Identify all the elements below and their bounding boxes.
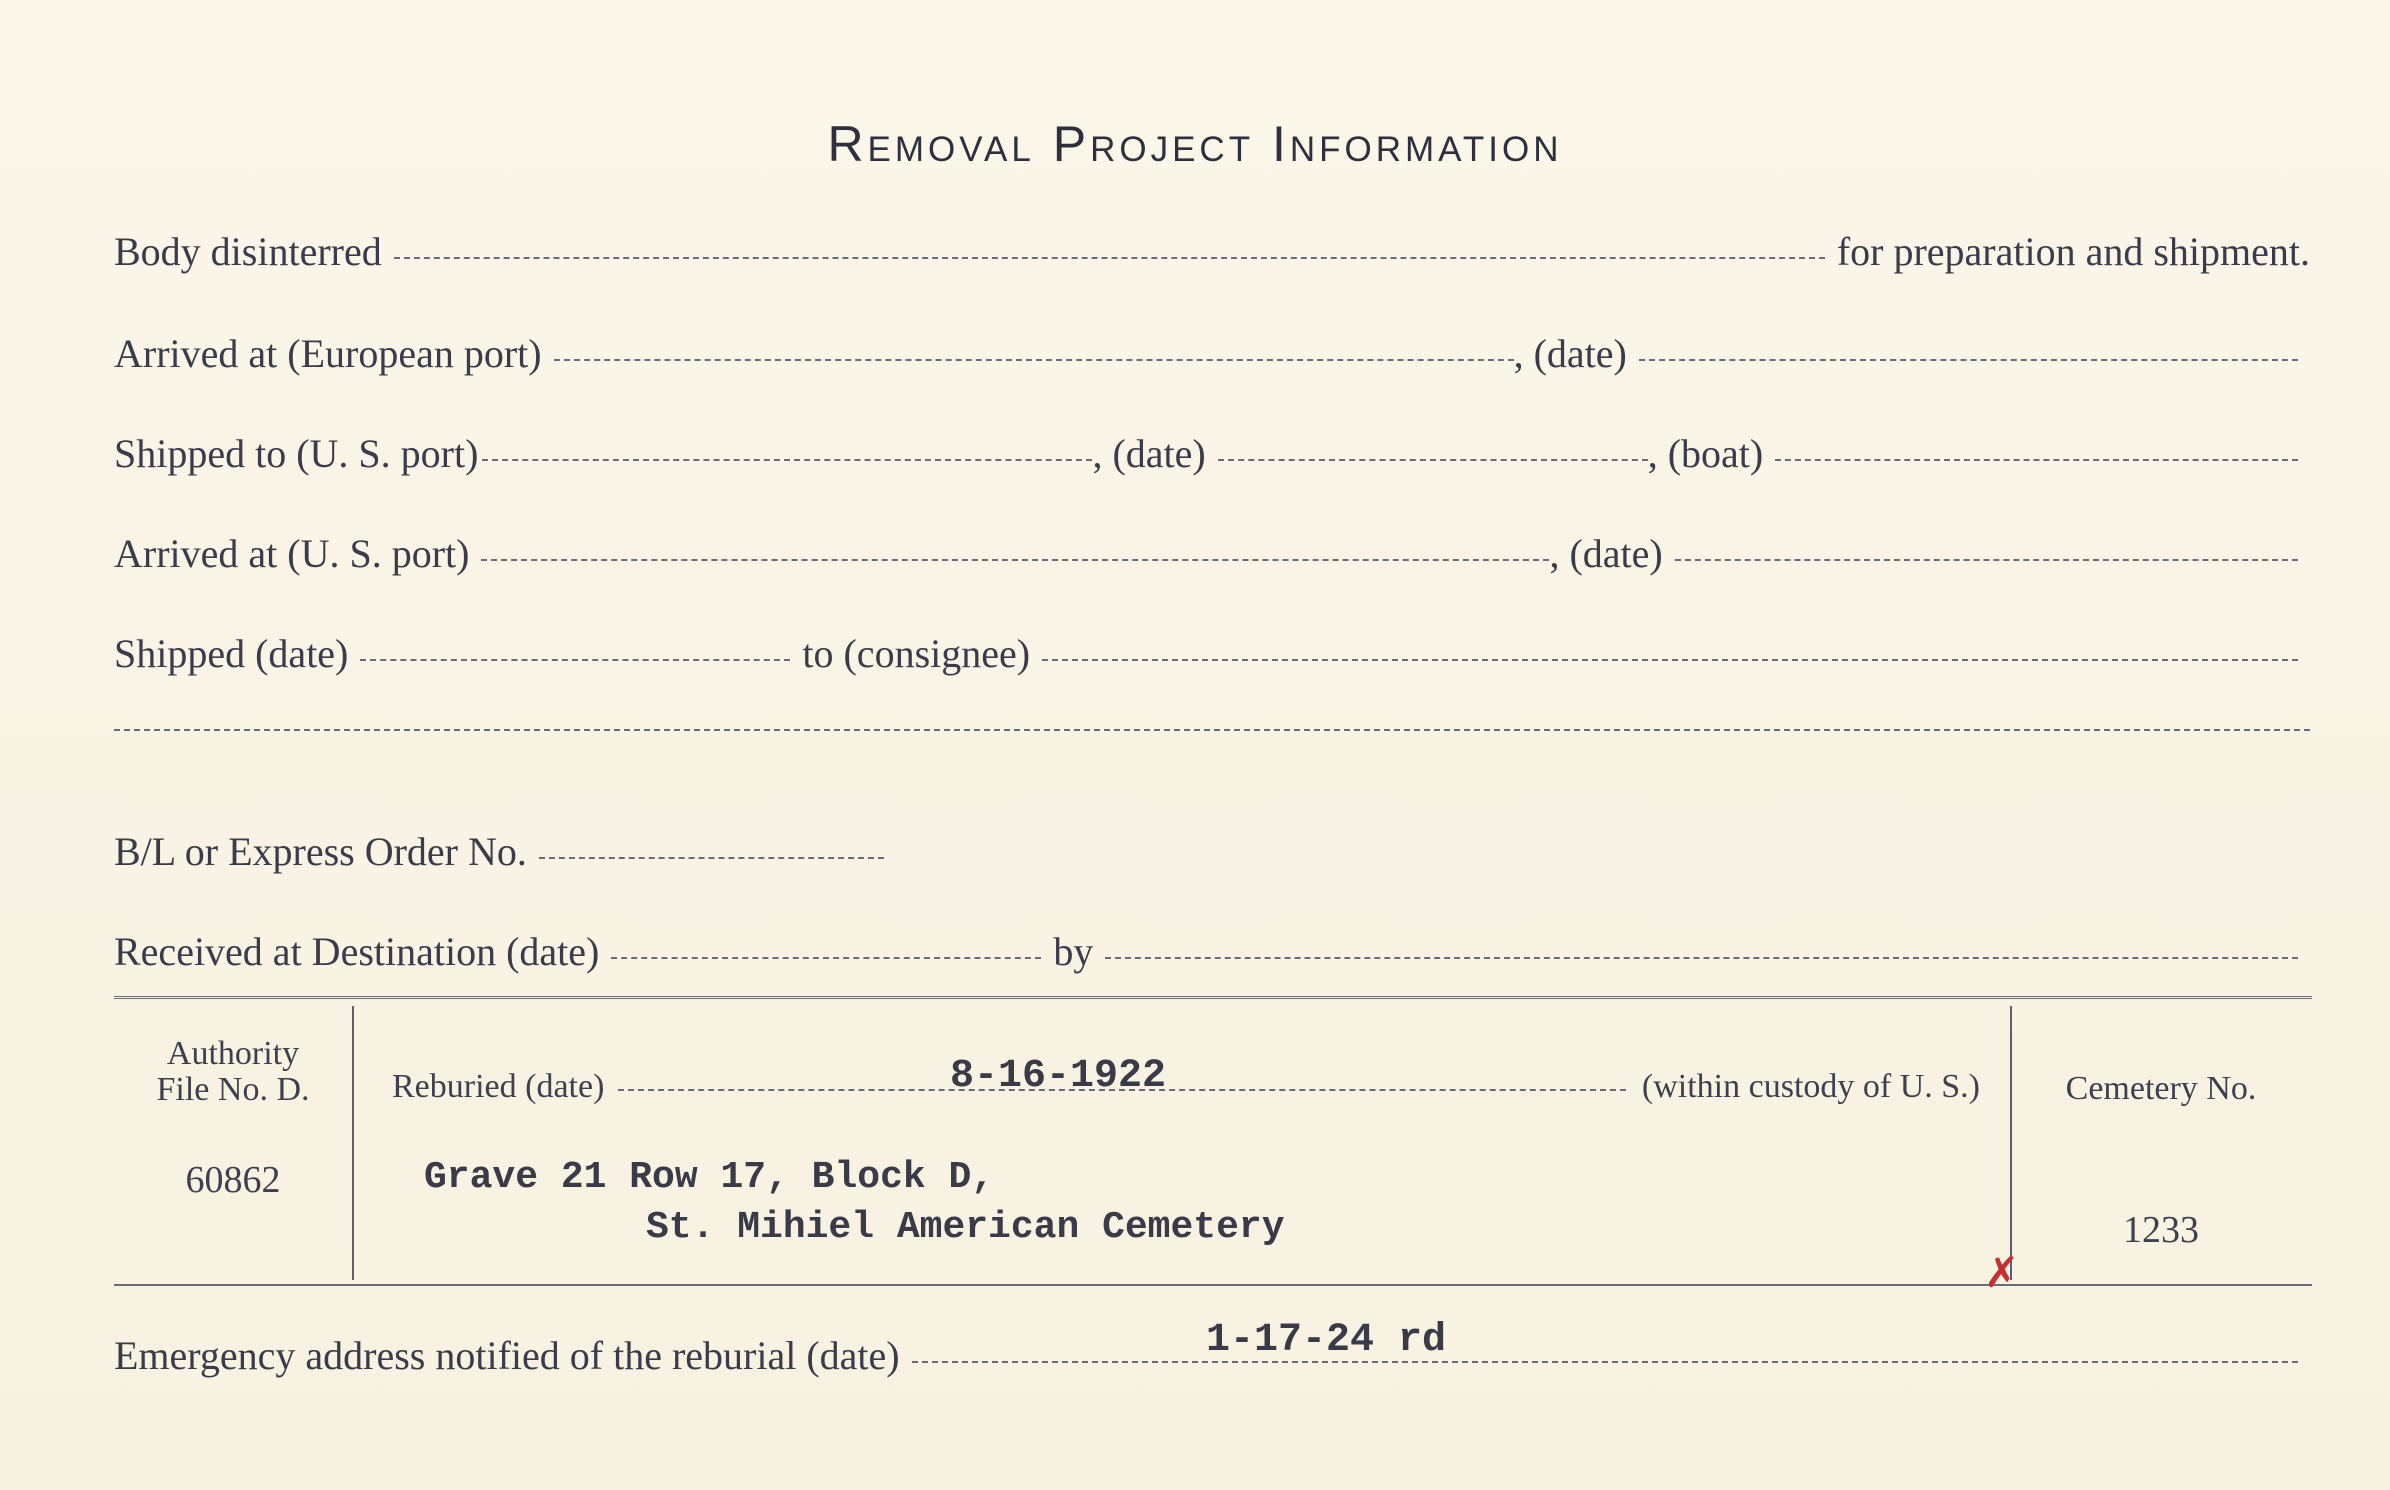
for-preparation-label: for preparation and shipment. (1836, 229, 2310, 274)
body-disinterred-label: Body disinterred (114, 229, 382, 274)
row-reburied (392, 1068, 1980, 1106)
grave-location-line2: St. Mihiel American Cemetery (646, 1206, 1285, 1249)
box-divider-left (352, 1006, 354, 1280)
arrived-european-field[interactable] (554, 359, 1514, 361)
received-destination-field[interactable] (611, 957, 1041, 959)
arrived-european-label: Arrived at (European port) (114, 331, 542, 376)
shipped-to-us-boat-field[interactable] (1775, 459, 2298, 461)
shipped-date-field[interactable] (360, 659, 790, 661)
authority-value: 60862 (185, 1159, 281, 1201)
bl-express-label: B/L or Express Order No. (114, 829, 527, 874)
reburied-label: Reburied (date) (392, 1068, 605, 1105)
shipped-to-us-label: Shipped to (U. S. port) (114, 431, 479, 476)
box-bottom-rule (114, 1284, 2312, 1286)
bl-express-field[interactable] (539, 857, 884, 859)
authority-label (114, 1036, 352, 1108)
arrived-us-date-field[interactable] (1675, 559, 2298, 561)
arrived-european-date-label: , (date) (1513, 331, 1627, 376)
arrived-us-label: Arrived at (U. S. port) (114, 531, 470, 576)
page-title: Removal Project Information (827, 116, 1563, 172)
emergency-date-field[interactable] (912, 1361, 2298, 1363)
row-shipped-to-us (114, 430, 2310, 477)
row-arrived-us (114, 530, 2310, 577)
emergency-label: Emergency address notified of the reburial (date) (114, 1333, 900, 1378)
row-body-disinterred (114, 228, 2310, 275)
row-bl-express (114, 828, 2310, 875)
emergency-date-value: 1-17-24 rd (1206, 1318, 1447, 1363)
shipped-to-us-date-field[interactable] (1218, 459, 1648, 461)
body-disinterred-field[interactable] (394, 257, 1825, 259)
shipped-to-us-field[interactable] (482, 459, 1092, 461)
row-arrived-european (114, 330, 2310, 377)
check-mark: ✗ (1984, 1248, 2020, 1297)
row-consignee-continuation (114, 735, 2310, 737)
grave-location-line1: Grave 21 Row 17, Block D, (424, 1156, 995, 1199)
by-label: by (1053, 929, 1094, 974)
reburied-date-value: 8-16-1922 (950, 1054, 1167, 1099)
consignee-continuation-field[interactable] (114, 729, 2310, 731)
cemetery-number-value: 1233 (2123, 1209, 2199, 1251)
shipped-date-label: Shipped (date) (114, 631, 349, 676)
shipped-to-us-date-label: , (date) (1092, 431, 1206, 476)
arrived-us-field[interactable] (481, 559, 1549, 561)
to-consignee-label: to (consignee) (802, 631, 1031, 676)
authority-label-line2: File No. D. (156, 1071, 310, 1108)
received-destination-label: Received at Destination (date) (114, 929, 600, 974)
to-consignee-field[interactable] (1042, 659, 2298, 661)
row-received-destination (114, 928, 2310, 975)
arrived-us-date-label: , (date) (1549, 531, 1663, 576)
cemetery-number-label: Cemetery No. (2065, 1070, 2257, 1107)
custody-label: (within custody of U. S.) (1641, 1068, 1980, 1105)
shipped-to-us-boat-label: , (boat) (1647, 431, 1764, 476)
box-top-rule (114, 996, 2312, 1003)
authority-label-line1: Authority (166, 1035, 300, 1072)
received-by-field[interactable] (1105, 957, 2298, 959)
arrived-european-date-field[interactable] (1639, 359, 2298, 361)
row-shipped-date (114, 630, 2310, 677)
